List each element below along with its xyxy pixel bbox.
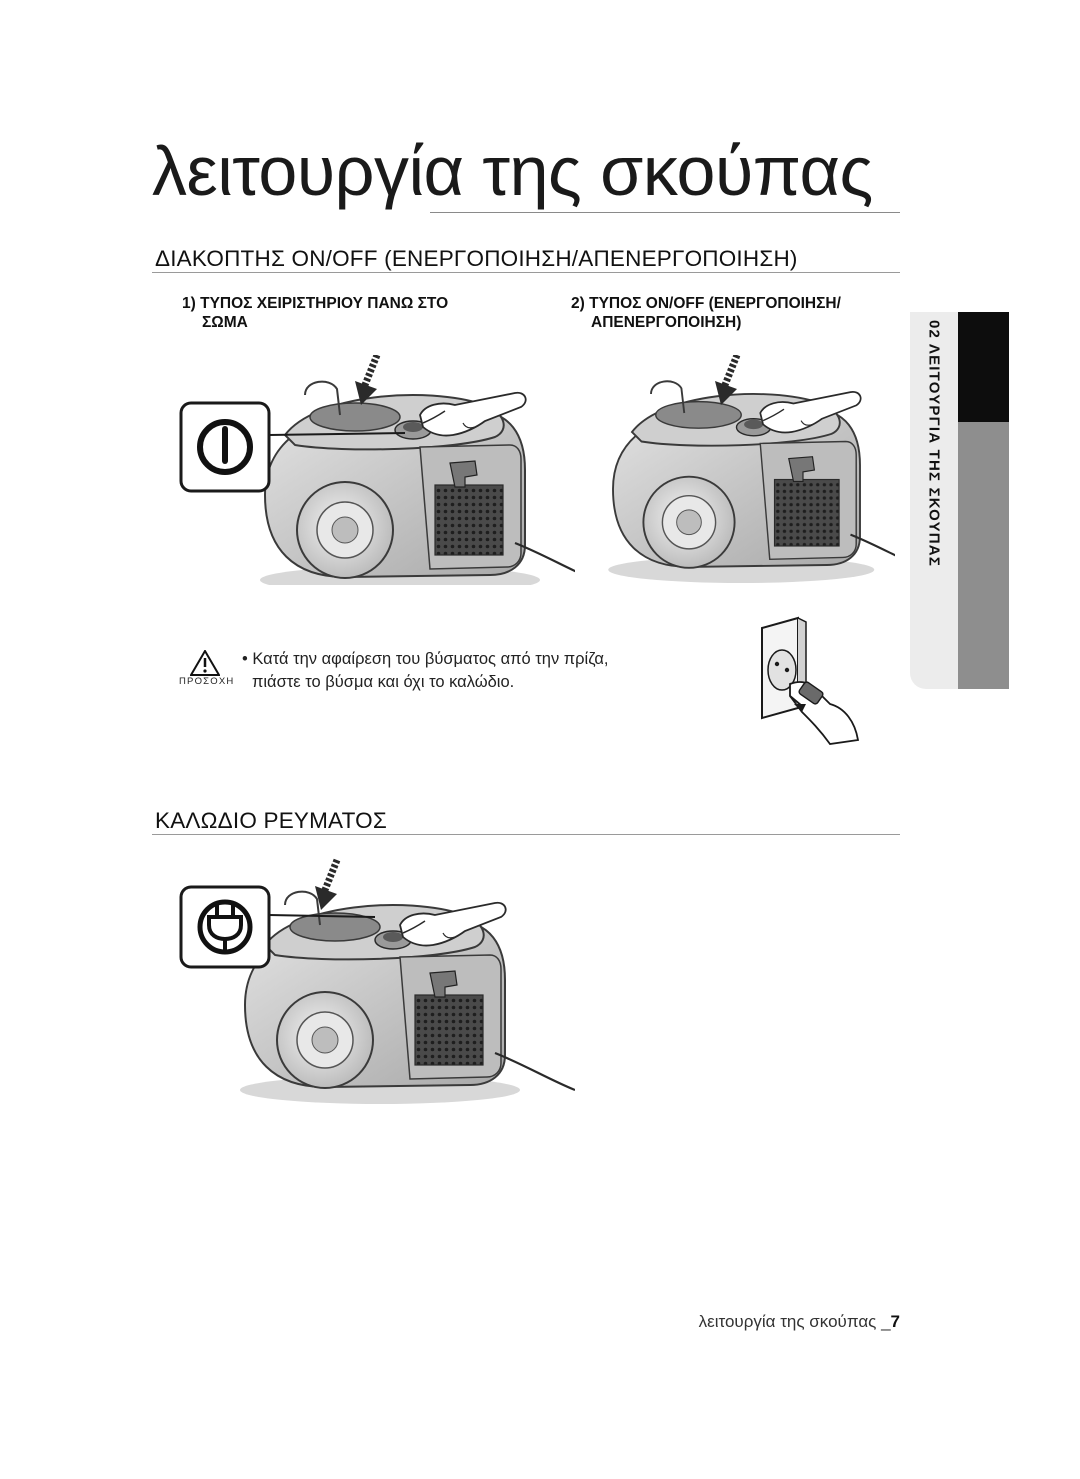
subheading-line-2: ΣΩΜΑ bbox=[202, 314, 248, 331]
warning-icon bbox=[190, 650, 220, 676]
subheading-number: 2) bbox=[571, 295, 585, 312]
vacuum-illustration-type-2 bbox=[575, 355, 895, 585]
socket-plug-illustration bbox=[750, 612, 880, 747]
vacuum-illustration-type-1 bbox=[175, 355, 575, 585]
subheading-line-2: ΑΠΕΝΕΡΓΟΠΟΙΗΣΗ) bbox=[591, 314, 742, 331]
side-tab-strip bbox=[958, 422, 1009, 689]
section-divider bbox=[152, 272, 900, 273]
caution-line-1: • Κατά την αφαίρεση του βύσματος από την πρίζα, bbox=[242, 650, 609, 668]
subheading-type-1 bbox=[182, 294, 552, 332]
subheading-number: 1) bbox=[182, 295, 196, 312]
subheading-type-2 bbox=[571, 294, 911, 332]
vacuum-illustration-cord-rewind bbox=[175, 855, 575, 1105]
caution-label: ΠΡΟΣΟΧΗ bbox=[179, 676, 235, 687]
page-footer bbox=[699, 1312, 900, 1332]
footer-text: λειτουργία της σκούπας _ bbox=[698, 1312, 891, 1331]
subheading-line-1: ΤΥΠΟΣ ΧΕΙΡΙΣΤΗΡΙΟΥ ΠΑΝΩ ΣΤΟ bbox=[200, 295, 449, 312]
subheading-line-1: ΤΥΠΟΣ ON/OFF (ΕΝΕΡΓΟΠΟΙΗΣΗ/ bbox=[589, 295, 841, 312]
page-title: λειτουργία της σκούπας bbox=[152, 132, 873, 210]
side-tab-label: 02 ΛΕΙΤΟΥΡΓΙΑ ΤΗΣ ΣΚΟΥΠΑΣ bbox=[925, 320, 943, 568]
section-heading-power-switch: ΔΙΑΚΟΠΤΗΣ ON/OFF (ΕΝΕΡΓΟΠΟΙΗΣΗ/ΑΠΕΝΕΡΓΟΠΟΙΗΣΗ) bbox=[155, 246, 798, 271]
section-heading-power-cord: ΚΑΛΩΔΙΟ ΡΕΥΜΑΤΟΣ bbox=[155, 808, 387, 833]
section-divider bbox=[152, 834, 900, 835]
page-number: 7 bbox=[890, 1312, 900, 1331]
caution-text bbox=[242, 648, 609, 694]
caution-line-2: πιάστε το βύσμα και όχι το καλώδιο. bbox=[252, 673, 515, 691]
title-divider bbox=[430, 212, 900, 213]
side-tab-marker bbox=[958, 312, 1009, 422]
